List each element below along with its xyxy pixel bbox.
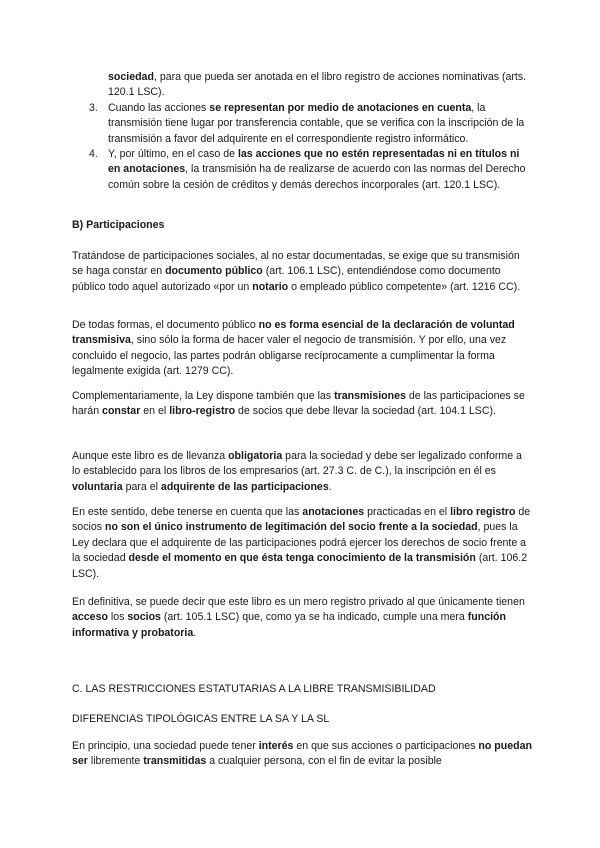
- text: (art. 106.2 LSC).: [72, 552, 528, 580]
- bold-text: interés: [258, 740, 294, 752]
- bold-text: función informativa y probatoria: [72, 611, 506, 639]
- bold-text: obligatoria: [228, 450, 283, 462]
- text: , sino sólo la forma de hacer valer el negocio de transmisión. Y por ello, una vez concluido el negocio, las partes podrán obligarse recíprocamente a cumplimentar la forma legalmente exigida (art. 1279 CC).: [72, 334, 507, 378]
- paragraph-3: [72, 389, 532, 420]
- bold-text: socios: [127, 611, 161, 624]
- text: de socios que debe llevar la sociedad (art. 104.1 LSC).: [235, 405, 496, 418]
- section-heading-d: DIFERENCIAS TIPOLÓGICAS ENTRE LA SA Y LA SL: [72, 713, 330, 725]
- bold-text: libro registro: [450, 506, 516, 518]
- text: En este sentido, debe tenerse en cuenta que las: [72, 506, 303, 518]
- text: de socios: [72, 506, 531, 534]
- list-number: 3.: [89, 102, 98, 114]
- text: Y, por último, en el caso de: [108, 148, 238, 160]
- text: los: [107, 611, 128, 624]
- text: .: [328, 480, 332, 493]
- bold-text: sociedad: [108, 71, 154, 83]
- bold-text: no puedan ser: [72, 740, 532, 768]
- bold-text: documento público: [165, 265, 263, 278]
- paragraph-1: [72, 249, 532, 295]
- section-heading-c: C. LAS RESTRICCIONES ESTATUTARIAS A LA LIBRE TRANSMISIBILIDAD: [72, 683, 436, 695]
- text: , la transmisión tiene lugar por transferencia contable, que se verifica con la inscripción de la transmisión a favor del adquirente en el correspondiente registro informático.: [108, 102, 525, 145]
- bold-text: adquirente de las participaciones: [160, 480, 329, 493]
- bold-text: las acciones que no estén representadas ni en títulos ni en anotaciones: [108, 148, 520, 176]
- paragraph-5: [72, 505, 532, 582]
- text: , la transmisión ha de realizarse de acuerdo con las normas del Derecho común sobre la cesión de créditos y demás derechos incorporales (art. 120.1 LSC).: [108, 163, 526, 191]
- text: Aunque este libro es de llevanza: [72, 450, 229, 462]
- paragraph-6: [72, 595, 532, 641]
- bold-text: transmitidas: [143, 755, 207, 768]
- list-item-continuation: [108, 70, 532, 101]
- text: .: [193, 626, 197, 639]
- bold-text: no son el único instrumento de legitimación del socio frente a la sociedad: [104, 521, 478, 534]
- text: en el: [140, 405, 170, 418]
- text: a cualquier persona, con el fin de evitar la posible: [206, 755, 442, 768]
- text: para la sociedad y debe ser legalizado conforme a lo establecido para los libros de los empresarios (art. 27.3 C. de C.), la inscripción en él es: [72, 450, 522, 478]
- text: Tratándose de participaciones sociales, al no estar documentadas, se exige que su transmisión se haga constar en: [72, 250, 520, 278]
- section-heading-b: B) Participaciones: [72, 219, 165, 231]
- text: Cuando las acciones: [108, 102, 210, 114]
- paragraph-2: [72, 318, 532, 380]
- bold-text: constar: [102, 405, 141, 418]
- text: , pues la Ley declara que el adquirente de las participaciones podrá ejercer los derechos de socio frente a la sociedad: [72, 521, 527, 565]
- text: libremente: [87, 755, 144, 768]
- text: Complementariamente, la Ley dispone también que las: [72, 390, 335, 402]
- text: (art. 106.1 LSC), entendiéndose como documento público todo aquel autorizado «por un: [72, 265, 501, 293]
- bold-text: acceso: [72, 611, 108, 624]
- list-item-3: [89, 101, 532, 147]
- bold-text: no es forma esencial de la declaración de voluntad transmisiva: [72, 319, 515, 347]
- bold-text: notario: [252, 280, 289, 293]
- paragraph-7: [72, 739, 532, 770]
- text: En principio, una sociedad puede tener: [72, 740, 259, 752]
- text: en que sus acciones o participaciones: [293, 740, 479, 752]
- bold-text: libro-registro: [169, 405, 236, 418]
- bold-text: anotaciones: [302, 506, 365, 518]
- text: practicadas en el: [364, 506, 451, 518]
- text: , para que pueda ser anotada en el libro registro de acciones nominativas (arts. 120.1 LSC).: [108, 71, 527, 99]
- paragraph-4: [72, 449, 532, 495]
- list-number: 4.: [89, 148, 98, 160]
- text: de las participaciones se harán: [72, 390, 525, 418]
- list-item-4: [89, 147, 532, 193]
- bold-text: voluntaria: [72, 480, 123, 493]
- text: (art. 105.1 LSC) que, como ya se ha indicado, cumple una mera: [160, 611, 468, 624]
- bold-text: desde el momento en que ésta tenga conocimiento de la transmisión: [128, 552, 476, 565]
- text: o empleado público competente» (art. 1216 CC).: [288, 280, 521, 293]
- bold-text: transmisiones: [334, 390, 406, 402]
- bold-text: se representan por medio de anotaciones en cuenta: [209, 102, 472, 114]
- text: De todas formas, el documento público: [72, 319, 259, 331]
- text: para el: [122, 480, 161, 493]
- text: En definitiva, se puede decir que este libro es un mero registro privado al que únicamente tienen: [72, 596, 525, 608]
